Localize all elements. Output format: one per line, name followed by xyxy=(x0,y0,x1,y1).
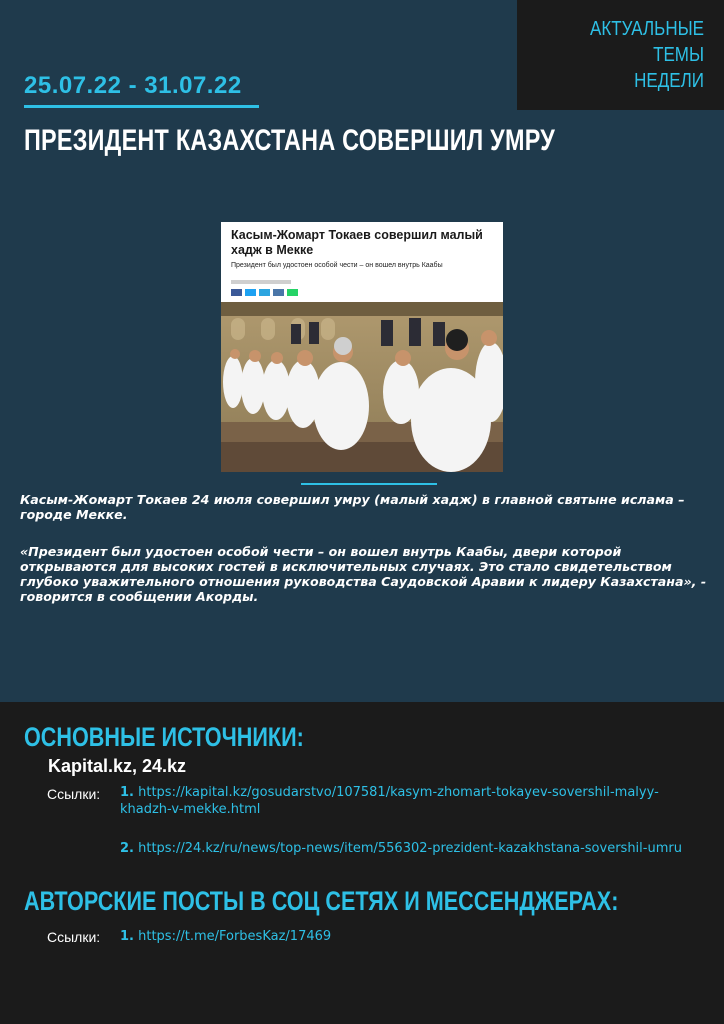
link-number: 1. xyxy=(120,929,134,944)
link-number: 2. xyxy=(120,841,134,856)
pilgrims-photo xyxy=(221,302,503,472)
source-link-1[interactable] xyxy=(120,784,700,818)
news-headline: Касым-Жомарт Токаев совершил малый хадж в Мекке xyxy=(231,228,483,257)
sources-heading: ОСНОВНЫЕ ИСТОЧНИКИ: xyxy=(24,722,304,752)
whatsapp-icon xyxy=(287,289,298,296)
source-link-2[interactable] xyxy=(120,840,700,857)
separator-line xyxy=(301,483,437,485)
link-url[interactable]: https://kapital.kz/gosudarstvo/107581/kasym-zhomart-tokayev-sovershil-malyy-khadzh-v-mekke.html xyxy=(120,785,659,817)
facebook-icon xyxy=(231,289,242,296)
telegram-icon xyxy=(259,289,270,296)
news-meta xyxy=(231,280,291,284)
author-link-1[interactable] xyxy=(120,928,700,945)
twitter-icon xyxy=(245,289,256,296)
news-screenshot xyxy=(221,222,503,472)
weekly-topics-badge xyxy=(517,0,724,110)
page-title: ПРЕЗИДЕНТ КАЗАХСТАНА СОВЕРШИЛ УМРУ xyxy=(24,124,556,157)
date-range: 25.07.22 - 31.07.22 xyxy=(24,72,242,99)
links-label: Ссылки: xyxy=(47,786,101,802)
news-subtitle: Президент был удостоен особой чести – он вошел внутрь Каабы xyxy=(231,262,443,269)
vk-icon xyxy=(273,289,284,296)
link-url[interactable]: https://t.me/ForbesKaz/17469 xyxy=(138,929,332,944)
badge-text: АКТУАЛЬНЫЕ ТЕМЫ НЕДЕЛИ xyxy=(590,18,704,92)
link-url[interactable]: https://24.kz/ru/news/top-news/item/556302-prezident-kazakhstana-sovershil-umru xyxy=(138,841,682,856)
lead-paragraph: Касым-Жомарт Токаев 24 июля совершил умру (малый хадж) в главной святыне ислама – городе Мекке. xyxy=(20,492,685,522)
quote-paragraph: «Президент был удостоен особой чести – он вошел внутрь Каабы, двери которой открываются для высоких гостей в исключительных случаях. Это стало свидетельством глубоко уважительного отношения руководства Саудовской Аравии к лидеру Казахстана», - говорится в сообщении Акорды. xyxy=(20,544,707,604)
links-label: Ссылки: xyxy=(47,929,101,945)
link-number: 1. xyxy=(120,785,134,800)
sources-names: Kapital.kz, 24.kz xyxy=(48,756,187,776)
authors-heading: АВТОРСКИЕ ПОСТЫ В СОЦ СЕТЯХ И МЕССЕНДЖЕРАХ: xyxy=(24,886,619,916)
date-underline xyxy=(24,105,259,108)
